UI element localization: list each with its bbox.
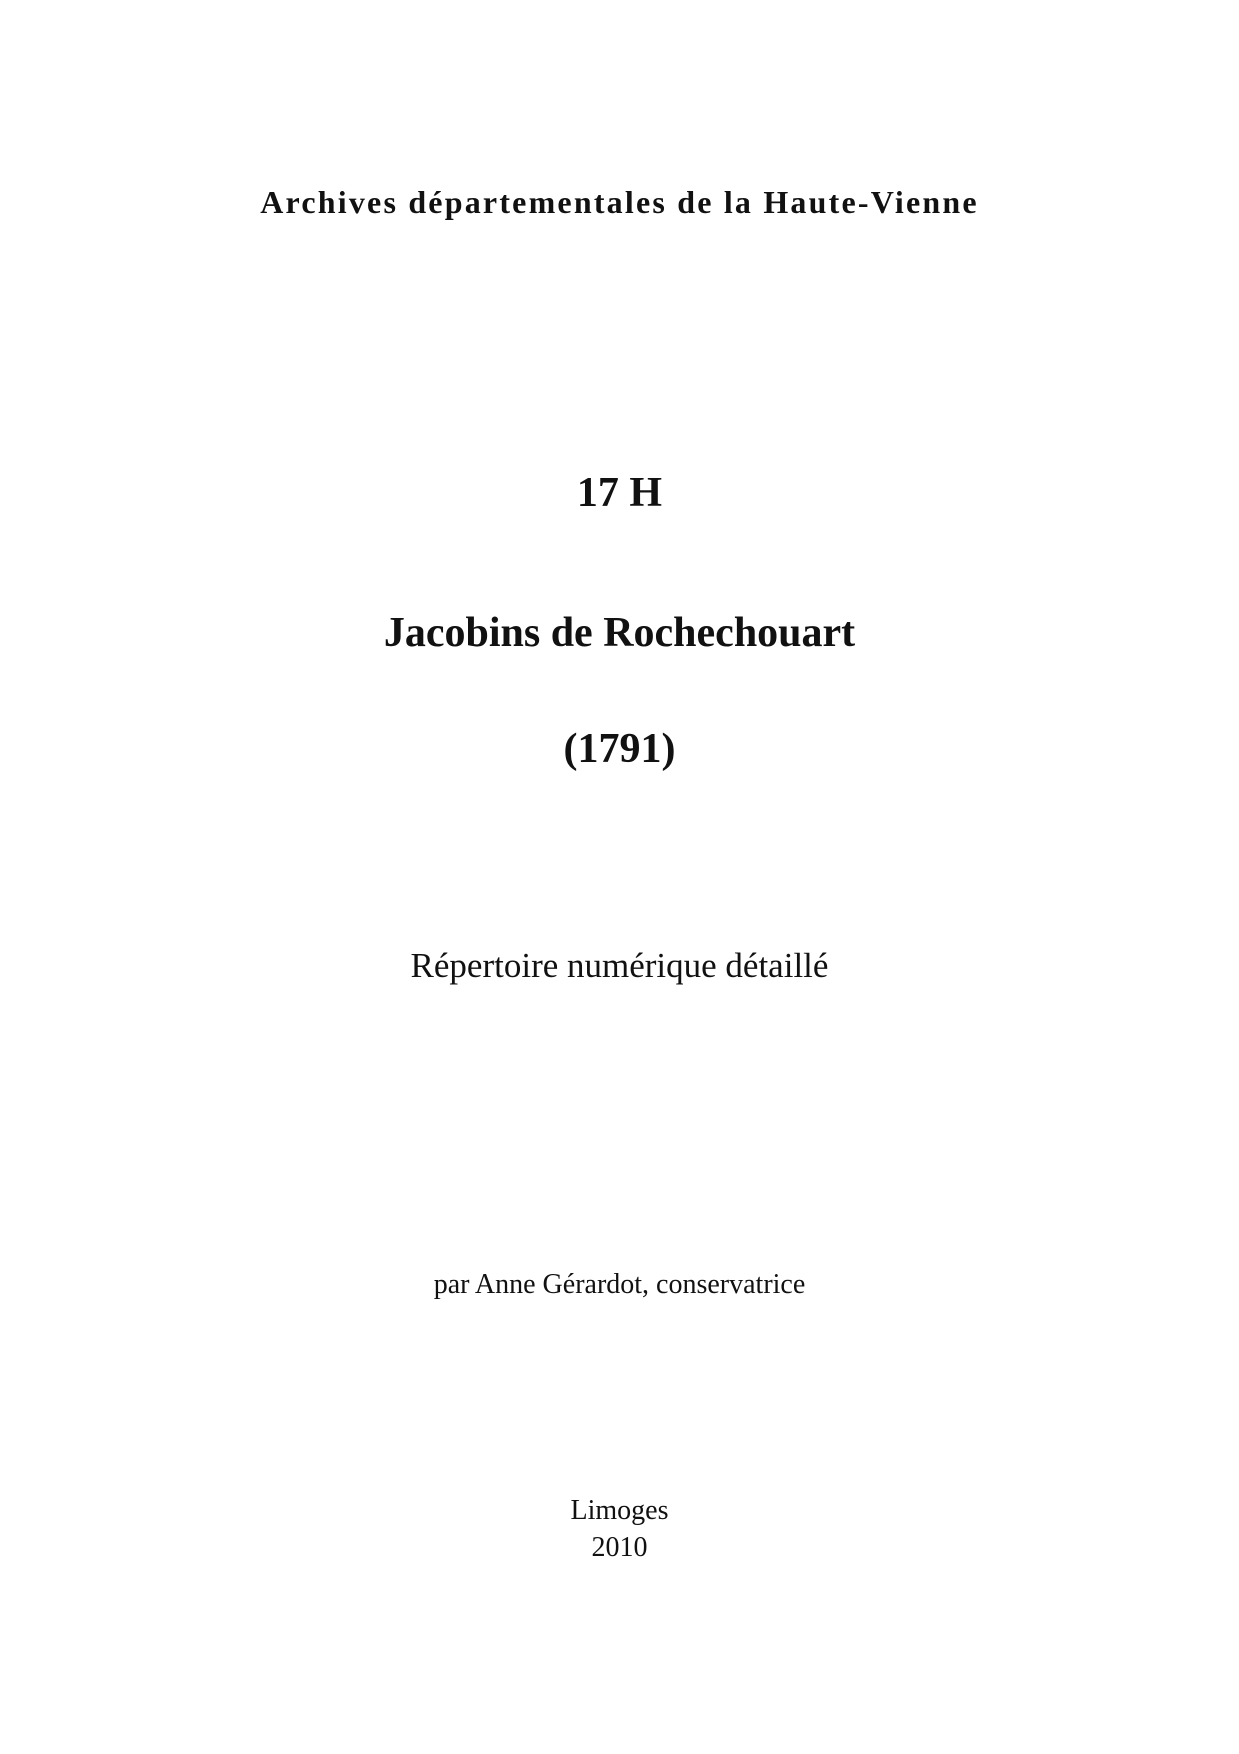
fonds-title: Jacobins de Rochechouart bbox=[383, 610, 856, 656]
imprint-year: 2010 bbox=[591, 1532, 648, 1563]
fonds-cote: 17 H bbox=[576, 470, 663, 516]
institution-heading: Archives départementales de la Haute-Vienne bbox=[260, 184, 979, 220]
document-type: Répertoire numérique détaillé bbox=[410, 946, 829, 985]
fonds-dates: (1791) bbox=[563, 726, 676, 772]
author-line: par Anne Gérardot, conservatrice bbox=[433, 1269, 806, 1300]
imprint-place: Limoges bbox=[570, 1495, 669, 1526]
